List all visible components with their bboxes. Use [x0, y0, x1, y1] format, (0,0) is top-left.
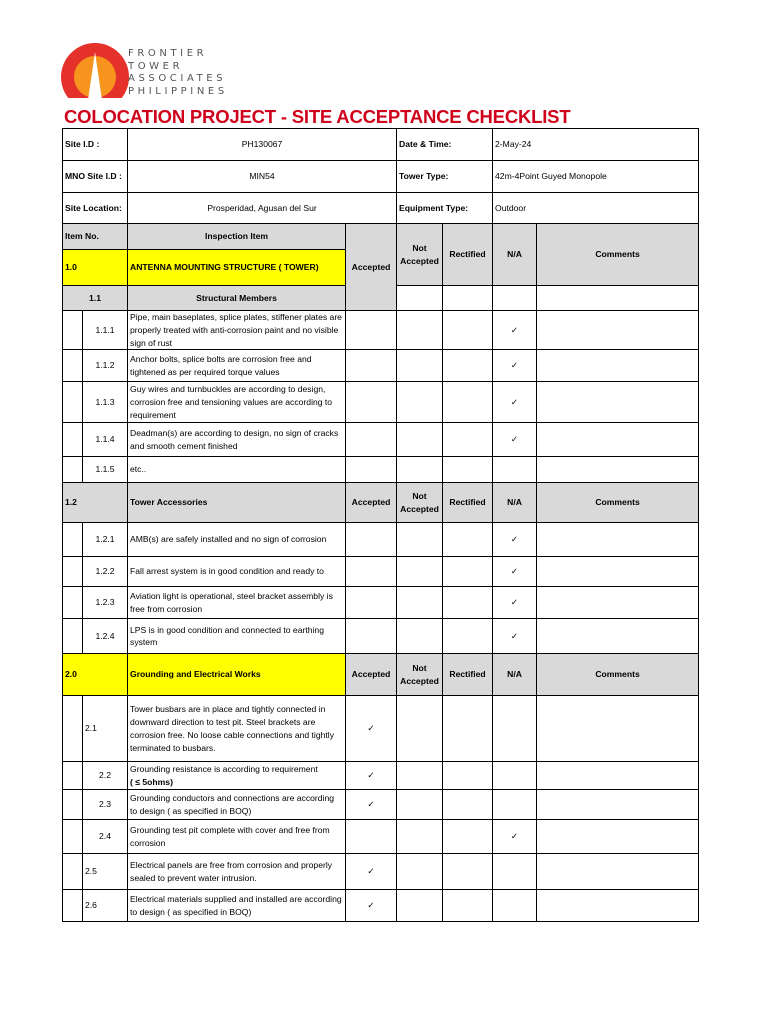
- company-name: [128, 48, 228, 98]
- item-number: 1.1.1: [83, 311, 128, 350]
- section-title: Grounding and Electrical Works: [128, 654, 346, 696]
- accepted-check-mark: ✓: [346, 854, 397, 890]
- subsection-title: Structural Members: [128, 286, 346, 311]
- na-header: N/A: [493, 224, 537, 286]
- comment-cell: [537, 382, 699, 423]
- item-number: 1.2.2: [83, 557, 128, 587]
- table-row: [63, 790, 699, 820]
- section-title: Tower Accessories: [128, 483, 346, 523]
- rectified-header: Rectified: [443, 224, 493, 286]
- item-number: 2.6: [83, 890, 128, 922]
- date-label: Date & Time:: [397, 129, 493, 161]
- item-description: Electrical materials supplied and installed are according to design ( as specified in BOQ): [128, 890, 346, 922]
- table-row: [63, 557, 699, 587]
- info-row-mno: [63, 161, 699, 193]
- accepted-header: Accepted: [346, 654, 397, 696]
- item-number: 1.1.5: [83, 457, 128, 483]
- comments-header: Comments: [537, 224, 699, 286]
- na-check-mark: ✓: [493, 587, 537, 619]
- accepted-header: Accepted: [346, 224, 397, 311]
- section-row-2-0: [63, 654, 699, 696]
- section-row-1-2: [63, 483, 699, 523]
- na-check-mark: ✓: [493, 820, 537, 854]
- item-description: Deadman(s) are according to design, no sign of cracks and smooth cement finished: [128, 423, 346, 457]
- item-number: 1.2.1: [83, 523, 128, 557]
- site-location-label: Site Location:: [63, 193, 128, 224]
- section-number: 1.2: [63, 483, 128, 523]
- comment-cell: [537, 557, 699, 587]
- not-accepted-header: Not Accepted: [397, 224, 443, 286]
- comment-cell: [537, 820, 699, 854]
- company-name-line: TOWER: [128, 60, 184, 72]
- table-row: [63, 696, 699, 762]
- item-description: Guy wires and turnbuckles are according to design, corrosion free and tensioning values are according to requirement: [128, 382, 346, 423]
- item-description-line: ( ≤ 5ohms): [130, 776, 173, 787]
- mno-site-id-value: MIN54: [128, 161, 397, 193]
- mno-site-id-label: MNO Site I.D :: [63, 161, 128, 193]
- tower-type-value: 42m-4Point Guyed Monopole: [493, 161, 699, 193]
- item-number: 2.3: [83, 790, 128, 820]
- company-name-line: ASSOCIATES: [128, 73, 227, 84]
- comment-cell: [537, 311, 699, 350]
- table-row: [63, 423, 699, 457]
- item-description: LPS is in good condition and connected to earthing system: [128, 619, 346, 654]
- na-check-mark: ✓: [493, 523, 537, 557]
- site-id-label: Site I.D :: [63, 129, 128, 161]
- item-number: 1.1.4: [83, 423, 128, 457]
- na-check-mark: ✓: [493, 619, 537, 654]
- not-accepted-header: Not Accepted: [397, 654, 443, 696]
- table-row: [63, 854, 699, 890]
- item-description: Grounding conductors and connections are according to design ( as specified in BOQ): [128, 790, 346, 820]
- table-row: [63, 619, 699, 654]
- table-row: [63, 457, 699, 483]
- section-number: 1.0: [63, 250, 128, 286]
- table-row: [63, 350, 699, 382]
- site-id-value: PH130067: [128, 129, 397, 161]
- column-header-row: [63, 224, 699, 250]
- item-description: Aviation light is operational, steel bracket assembly is free from corrosion: [128, 587, 346, 619]
- item-number: 1.1.2: [83, 350, 128, 382]
- company-name-line: FRONTIER: [128, 48, 208, 59]
- comments-header: Comments: [537, 654, 699, 696]
- item-number: 1.2.3: [83, 587, 128, 619]
- comment-cell: [537, 790, 699, 820]
- item-description: Tower busbars are in place and tightly connected in downward direction to test pit. Steel brackets are corrosion free. No loose cable connections and tightly terminated to busbars.: [128, 696, 346, 762]
- checklist-table: [62, 128, 699, 922]
- item-number: 1.1.3: [83, 382, 128, 423]
- info-row-location: [63, 193, 699, 224]
- item-description: Fall arrest system is in good condition and ready to: [128, 557, 346, 587]
- accepted-check-mark: ✓: [346, 890, 397, 922]
- not-accepted-header: Not Accepted: [397, 483, 443, 523]
- info-row-site-id: [63, 129, 699, 161]
- na-header: N/A: [493, 483, 537, 523]
- item-description: Pipe, main baseplates, splice plates, stiffener plates are properly treated with anti-corrosion paint and no visible sign of rust: [128, 311, 346, 350]
- comment-cell: [537, 523, 699, 557]
- item-description-line: Grounding resistance is according to requirement: [130, 764, 318, 775]
- item-number: 2.2: [83, 762, 128, 790]
- accepted-header: Accepted: [346, 483, 397, 523]
- item-number: 2.1: [83, 696, 128, 762]
- comment-cell: [537, 350, 699, 382]
- na-check-mark: ✓: [493, 423, 537, 457]
- page-title: COLOCATION PROJECT - SITE ACCEPTANCE CHECKLIST: [64, 106, 571, 127]
- accepted-check-mark: ✓: [346, 790, 397, 820]
- item-number: 2.5: [83, 854, 128, 890]
- comment-cell: [537, 423, 699, 457]
- table-row: [63, 762, 699, 790]
- item-description: Electrical panels are free from corrosion and properly sealed to prevent water intrusion.: [128, 854, 346, 890]
- na-check-mark: ✓: [493, 557, 537, 587]
- site-location-value: Prosperidad, Agusan del Sur: [128, 193, 397, 224]
- comment-cell: [537, 890, 699, 922]
- tower-type-label: Tower Type:: [397, 161, 493, 193]
- equipment-type-value: Outdoor: [493, 193, 699, 224]
- accepted-check-mark: ✓: [346, 696, 397, 762]
- comments-header: Comments: [537, 483, 699, 523]
- sunrise-logo-icon: [60, 42, 130, 112]
- comment-cell: [537, 696, 699, 762]
- rectified-header: Rectified: [443, 483, 493, 523]
- section-number: 2.0: [63, 654, 128, 696]
- table-row: [63, 311, 699, 350]
- company-name-line: PHILIPPINES: [128, 85, 228, 97]
- item-description: [128, 762, 346, 790]
- table-row: [63, 382, 699, 423]
- inspection-item-header: Inspection Item: [128, 224, 346, 250]
- comment-cell: [537, 587, 699, 619]
- section-title: ANTENNA MOUNTING STRUCTURE ( TOWER): [128, 250, 346, 286]
- table-row: [63, 523, 699, 557]
- comment-cell: [537, 619, 699, 654]
- item-description: Anchor bolts, splice bolts are corrosion free and tightened as per required torque values: [128, 350, 346, 382]
- table-row: [63, 587, 699, 619]
- na-header: N/A: [493, 654, 537, 696]
- item-number: 2.4: [83, 820, 128, 854]
- accepted-check-mark: ✓: [346, 762, 397, 790]
- comment-cell: [537, 854, 699, 890]
- subsection-number: 1.1: [63, 286, 128, 311]
- na-check-mark: ✓: [493, 311, 537, 350]
- item-number: 1.2.4: [83, 619, 128, 654]
- table-row: [63, 820, 699, 854]
- na-check-mark: ✓: [493, 350, 537, 382]
- item-description: etc..: [128, 457, 346, 483]
- date-value: 2-May-24: [493, 129, 699, 161]
- na-check-mark: ✓: [493, 382, 537, 423]
- equipment-type-label: Equipment Type:: [397, 193, 493, 224]
- table-row: [63, 890, 699, 922]
- comment-cell: [537, 762, 699, 790]
- item-description: Grounding test pit complete with cover and free from corrosion: [128, 820, 346, 854]
- rectified-header: Rectified: [443, 654, 493, 696]
- item-no-header: Item No.: [63, 224, 128, 250]
- item-description: AMB(s) are safely installed and no sign of corrosion: [128, 523, 346, 557]
